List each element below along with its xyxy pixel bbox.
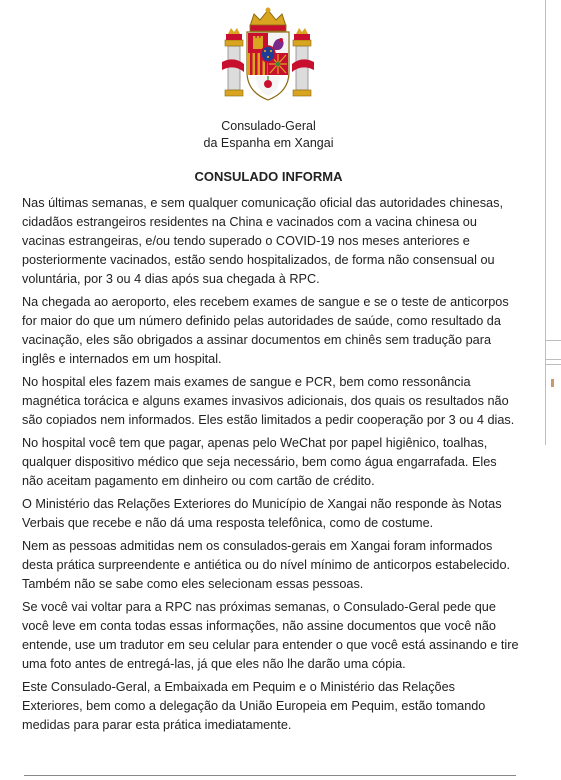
document-title: CONSULADO INFORMA: [194, 169, 343, 184]
consulate-name-line-1: Consulado-Geral: [221, 119, 316, 133]
panel-marker: [551, 379, 554, 387]
paragraph: No hospital você tem que pagar, apenas pelo WeChat por papel higiênico, toalhas, qualquer dispositivo médico que seja necessário, bem como água engarrafada. Eles não aceitam pagamento em dinheiro ou com cartão de crédito.: [22, 436, 497, 488]
bottom-divider: [24, 775, 516, 776]
paragraph: O Ministério das Relações Exteriores do Município de Xangai não responde às Notas Verbais que recebe e não dá uma resposta telefônica, como de costume.: [22, 497, 502, 530]
panel-box: [545, 340, 561, 360]
paragraph: Nas últimas semanas, e sem qualquer comunicação oficial das autoridades chinesas, cidadãos estrangeiros residentes na China e vacinados com a vacina chinesa ou vacinas estrangeiras, e/ou tendo superado o COVID-19 nos meses anteriores e posteriormente vacinados, estão sendo hospitalizados, de forma não consensual ou voluntária, por 3 ou 4 dias após sua chegada à RPC.: [22, 196, 503, 286]
right-side-panel: [545, 0, 561, 780]
document-body: [22, 194, 519, 739]
panel-box: [545, 364, 561, 445]
paragraph: Este Consulado-Geral, a Embaixada em Pequim e o Ministério das Relações Exteriores, bem como a delegação da União Europeia em Pequim, estão tomando medidas para parar esta prática imediatamente.: [22, 680, 486, 732]
spanish-coat-of-arms-icon: [220, 6, 316, 106]
paragraph: Na chegada ao aeroporto, eles recebem exames de sangue e se o teste de anticorpos for maior do que um número definido pelas autoridades de saúde, como resultado da vacinação, eles são obrigados a assinar documentos em chinês sem tradução para inglês e internados em um hospital.: [22, 295, 509, 366]
paragraph: Nem as pessoas admitidas nem os consulados-gerais em Xangai foram informados desta prática surpreendente e antiética ou do nível mínimo de anticorpos estabelecido. Também não se sabe como eles selecionam essas pessoas.: [22, 539, 511, 591]
paragraph: No hospital eles fazem mais exames de sangue e PCR, bem como ressonância magnética torácica e alguns exames invasivos adicionais, dos quais os resultados não são copiados nem informados. Eles estão limitados a pedir cooperação por 3 ou 4 dias.: [22, 375, 515, 427]
consulate-name-line-2: da Espanha em Xangai: [203, 136, 334, 150]
paragraph: Se você vai voltar para a RPC nas próximas semanas, o Consulado-Geral pede que você leve em conta todas essas informações, não assine documentos que você não entende, use um tradutor em seu celular para entender o que você está assinando e tire uma foto antes de entregá-las, já que eles não lhe darão uma cópia.: [22, 600, 519, 671]
